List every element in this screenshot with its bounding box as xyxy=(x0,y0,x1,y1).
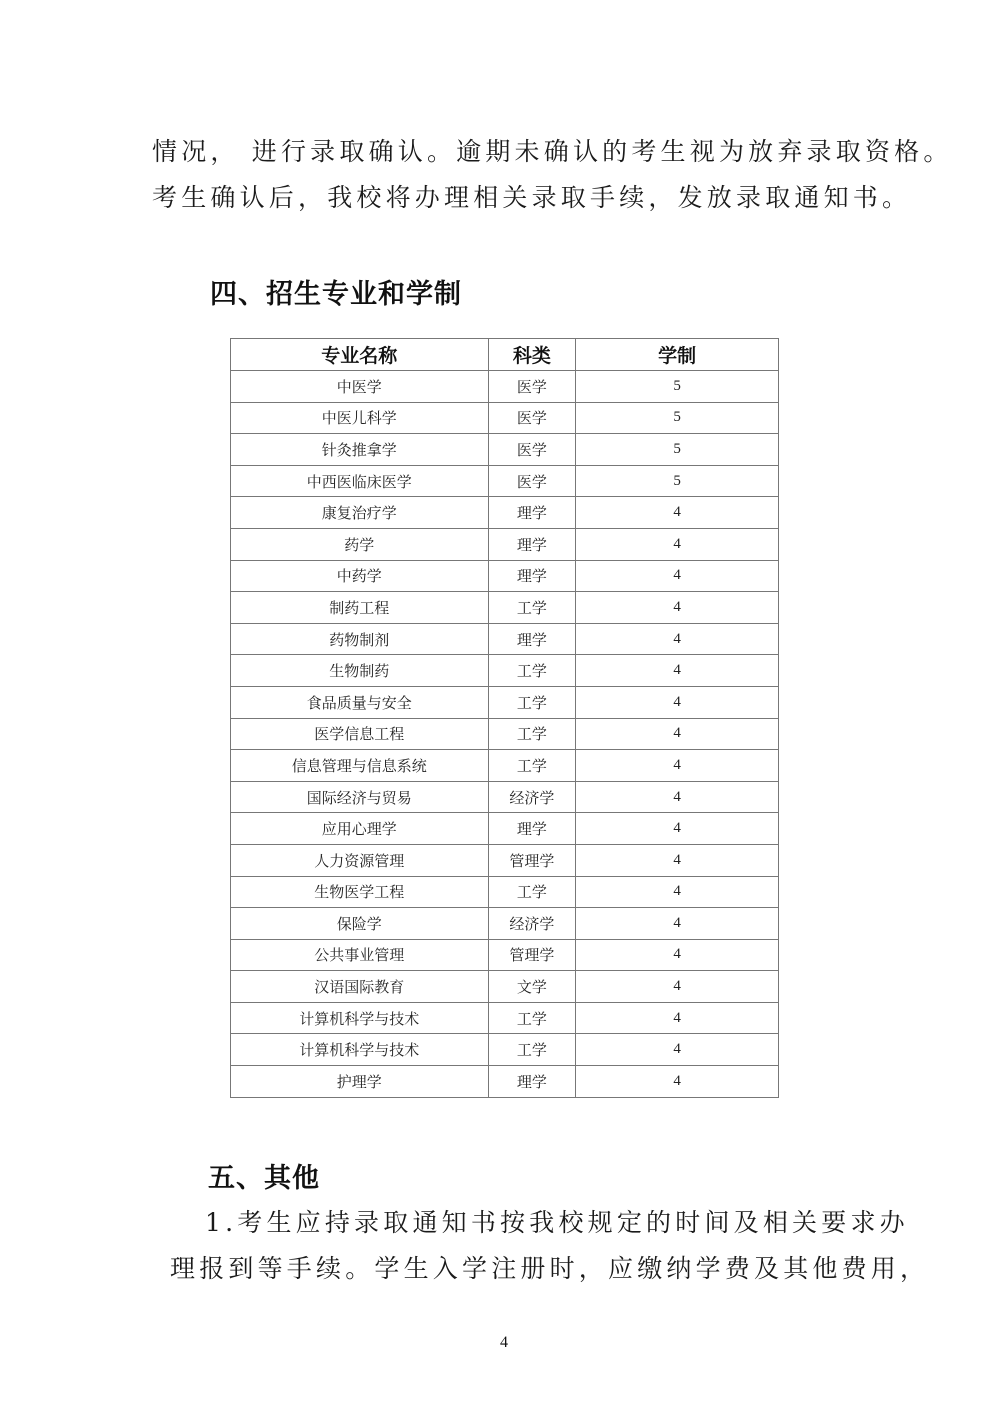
cell-major: 生物医学工程 xyxy=(231,876,489,908)
table-row xyxy=(231,908,779,940)
cell-category: 工学 xyxy=(488,686,576,718)
table-row xyxy=(231,655,779,687)
cell-years: 4 xyxy=(576,750,779,782)
cell-major: 中医学 xyxy=(231,371,489,403)
cell-category: 理学 xyxy=(488,813,576,845)
cell-major: 公共事业管理 xyxy=(231,939,489,971)
cell-major: 康复治疗学 xyxy=(231,497,489,529)
section-5-line-2: 理报到等手续。学生入学注册时，应缴纳学费及其他费用， xyxy=(170,1254,930,1283)
cell-major: 药学 xyxy=(231,528,489,560)
cell-category: 管理学 xyxy=(488,939,576,971)
table-row xyxy=(231,844,779,876)
cell-major: 护理学 xyxy=(231,1066,489,1098)
cell-category: 工学 xyxy=(488,592,576,624)
cell-category: 理学 xyxy=(488,497,576,529)
cell-category: 工学 xyxy=(488,750,576,782)
header-category: 科类 xyxy=(488,339,576,371)
table-row xyxy=(231,686,779,718)
cell-category: 文学 xyxy=(488,971,576,1003)
table-row xyxy=(231,402,779,434)
cell-category: 工学 xyxy=(488,718,576,750)
section-4-title: 四、招生专业和学制 xyxy=(210,279,462,310)
cell-major: 信息管理与信息系统 xyxy=(231,750,489,782)
cell-years: 4 xyxy=(576,592,779,624)
table-row xyxy=(231,371,779,403)
cell-years: 5 xyxy=(576,465,779,497)
cell-category: 理学 xyxy=(488,528,576,560)
table-row xyxy=(231,750,779,782)
section-5-line-1: 1.考生应持录取通知书按我校规定的时间及相关要求办 xyxy=(205,1208,909,1237)
cell-category: 工学 xyxy=(488,876,576,908)
cell-category: 工学 xyxy=(488,1002,576,1034)
cell-years: 4 xyxy=(576,1034,779,1066)
cell-years: 4 xyxy=(576,1066,779,1098)
cell-years: 4 xyxy=(576,971,779,1003)
page-number: 4 xyxy=(500,1334,508,1351)
cell-years: 4 xyxy=(576,844,779,876)
cell-category: 理学 xyxy=(488,560,576,592)
cell-major: 生物制药 xyxy=(231,655,489,687)
cell-category: 工学 xyxy=(488,655,576,687)
cell-major: 人力资源管理 xyxy=(231,844,489,876)
table-row xyxy=(231,623,779,655)
table-row xyxy=(231,465,779,497)
cell-category: 医学 xyxy=(488,465,576,497)
cell-major: 食品质量与安全 xyxy=(231,686,489,718)
cell-major: 中医儿科学 xyxy=(231,402,489,434)
cell-major: 计算机科学与技术 xyxy=(231,1034,489,1066)
cell-years: 4 xyxy=(576,908,779,940)
header-years: 学制 xyxy=(576,339,779,371)
cell-years: 4 xyxy=(576,686,779,718)
cell-category: 医学 xyxy=(488,434,576,466)
table-row xyxy=(231,781,779,813)
cell-major: 中药学 xyxy=(231,560,489,592)
table-row xyxy=(231,718,779,750)
table-row xyxy=(231,876,779,908)
cell-years: 4 xyxy=(576,1002,779,1034)
cell-years: 4 xyxy=(576,876,779,908)
cell-years: 4 xyxy=(576,718,779,750)
cell-major: 汉语国际教育 xyxy=(231,971,489,1003)
cell-major: 药物制剂 xyxy=(231,623,489,655)
cell-years: 5 xyxy=(576,434,779,466)
cell-category: 理学 xyxy=(488,1066,576,1098)
cell-category: 理学 xyxy=(488,623,576,655)
cell-years: 4 xyxy=(576,781,779,813)
cell-major: 应用心理学 xyxy=(231,813,489,845)
table-row xyxy=(231,1034,779,1066)
cell-category: 经济学 xyxy=(488,908,576,940)
table-row xyxy=(231,592,779,624)
cell-years: 5 xyxy=(576,371,779,403)
section-5-title: 五、其他 xyxy=(208,1163,320,1194)
table-row xyxy=(231,528,779,560)
table-row xyxy=(231,560,779,592)
cell-category: 经济学 xyxy=(488,781,576,813)
cell-years: 4 xyxy=(576,497,779,529)
cell-years: 4 xyxy=(576,560,779,592)
cell-category: 工学 xyxy=(488,1034,576,1066)
cell-years: 4 xyxy=(576,939,779,971)
table-row xyxy=(231,497,779,529)
cell-category: 管理学 xyxy=(488,844,576,876)
cell-category: 医学 xyxy=(488,402,576,434)
cell-years: 4 xyxy=(576,813,779,845)
table-row xyxy=(231,939,779,971)
intro-line-1: 情况， 进行录取确认。逾期未确认的考生视为放弃录取资格。 xyxy=(152,137,953,166)
table-row xyxy=(231,1066,779,1098)
cell-major: 制药工程 xyxy=(231,592,489,624)
table-row xyxy=(231,971,779,1003)
cell-major: 计算机科学与技术 xyxy=(231,1002,489,1034)
intro-line-2: 考生确认后，我校将办理相关录取手续，发放录取通知书。 xyxy=(152,183,912,212)
cell-years: 4 xyxy=(576,655,779,687)
cell-major: 针灸推拿学 xyxy=(231,434,489,466)
cell-years: 5 xyxy=(576,402,779,434)
cell-major: 医学信息工程 xyxy=(231,718,489,750)
table-body xyxy=(231,371,779,1098)
header-major: 专业名称 xyxy=(231,339,489,371)
cell-years: 4 xyxy=(576,623,779,655)
majors-table xyxy=(230,338,779,1098)
table-row xyxy=(231,1002,779,1034)
table-row xyxy=(231,434,779,466)
cell-category: 医学 xyxy=(488,371,576,403)
cell-major: 保险学 xyxy=(231,908,489,940)
cell-years: 4 xyxy=(576,528,779,560)
table-header-row xyxy=(231,339,779,371)
cell-major: 国际经济与贸易 xyxy=(231,781,489,813)
cell-major: 中西医临床医学 xyxy=(231,465,489,497)
table-row xyxy=(231,813,779,845)
